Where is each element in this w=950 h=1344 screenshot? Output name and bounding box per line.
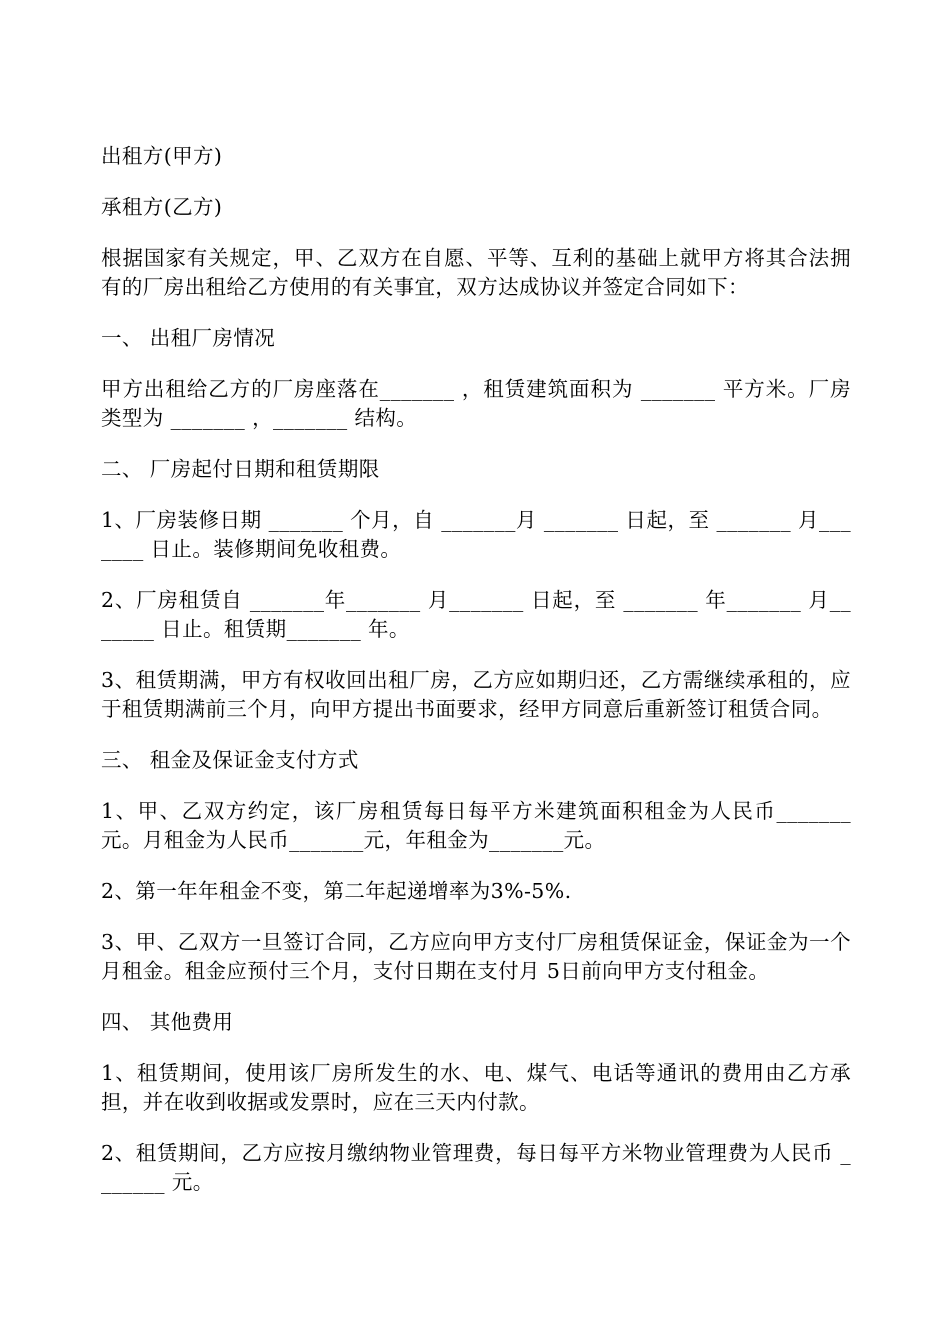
document-body	[101, 142, 851, 1219]
paragraph-2-2: 2、厂房租赁自 _______年_______ 月_______ 日起，至 _______ 年_______ 月_______ 日止。租赁期_______ 年。	[101, 588, 851, 641]
paragraph-3-3: 3、甲、乙双方一旦签订合同，乙方应向甲方支付厂房租赁保证金，保证金为一个月租金。租金应预付三个月，支付日期在支付月 5日前向甲方支付租金。	[101, 930, 851, 983]
paragraph-4-2: 2、租赁期间，乙方应按月缴纳物业管理费，每日每平方米物业管理费为人民币 _______ 元。	[101, 1141, 851, 1194]
lessor-line: 出租方(甲方)	[101, 144, 223, 168]
section-heading-4: 四、 其他费用	[101, 1010, 234, 1034]
paragraph-3-2: 2、第一年年租金不变，第二年起递增率为3%-5%.	[101, 879, 572, 903]
paragraph-4-1: 1、租赁期间，使用该厂房所发生的水、电、煤气、电话等通讯的费用由乙方承担，并在收到收据或发票时，应在三天内付款。	[101, 1061, 851, 1114]
paragraph-1-body: 甲方出租给乙方的厂房座落在_______ ，租赁建筑面积为 _______ 平方米。厂房类型为 _______ ，_______ 结构。	[101, 377, 851, 430]
paragraph-2-1: 1、厂房装修日期 _______ 个月，自 _______月 _______ 日起，至 _______ 月_______ 日止。装修期间免收租费。	[101, 508, 851, 561]
lessee-line: 承租方(乙方)	[101, 195, 223, 219]
section-heading-3: 三、 租金及保证金支付方式	[101, 748, 359, 772]
section-heading-2: 二、 厂房起付日期和租赁期限	[101, 457, 380, 481]
paragraph-3-1: 1、甲、乙双方约定，该厂房租赁每日每平方米建筑面积租金为人民币_______元。月租金为人民币_______元，年租金为_______元。	[101, 799, 851, 852]
section-heading-1: 一、 出租厂房情况	[101, 326, 276, 350]
preamble-paragraph: 根据国家有关规定，甲、乙双方在自愿、平等、互利的基础上就甲方将其合法拥有的厂房出租给乙方使用的有关事宜，双方达成协议并签定合同如下：	[101, 246, 851, 299]
paragraph-2-3: 3、租赁期满，甲方有权收回出租厂房，乙方应如期归还，乙方需继续承租的，应于租赁期满前三个月，向甲方提出书面要求，经甲方同意后重新签订租赁合同。	[101, 668, 851, 721]
